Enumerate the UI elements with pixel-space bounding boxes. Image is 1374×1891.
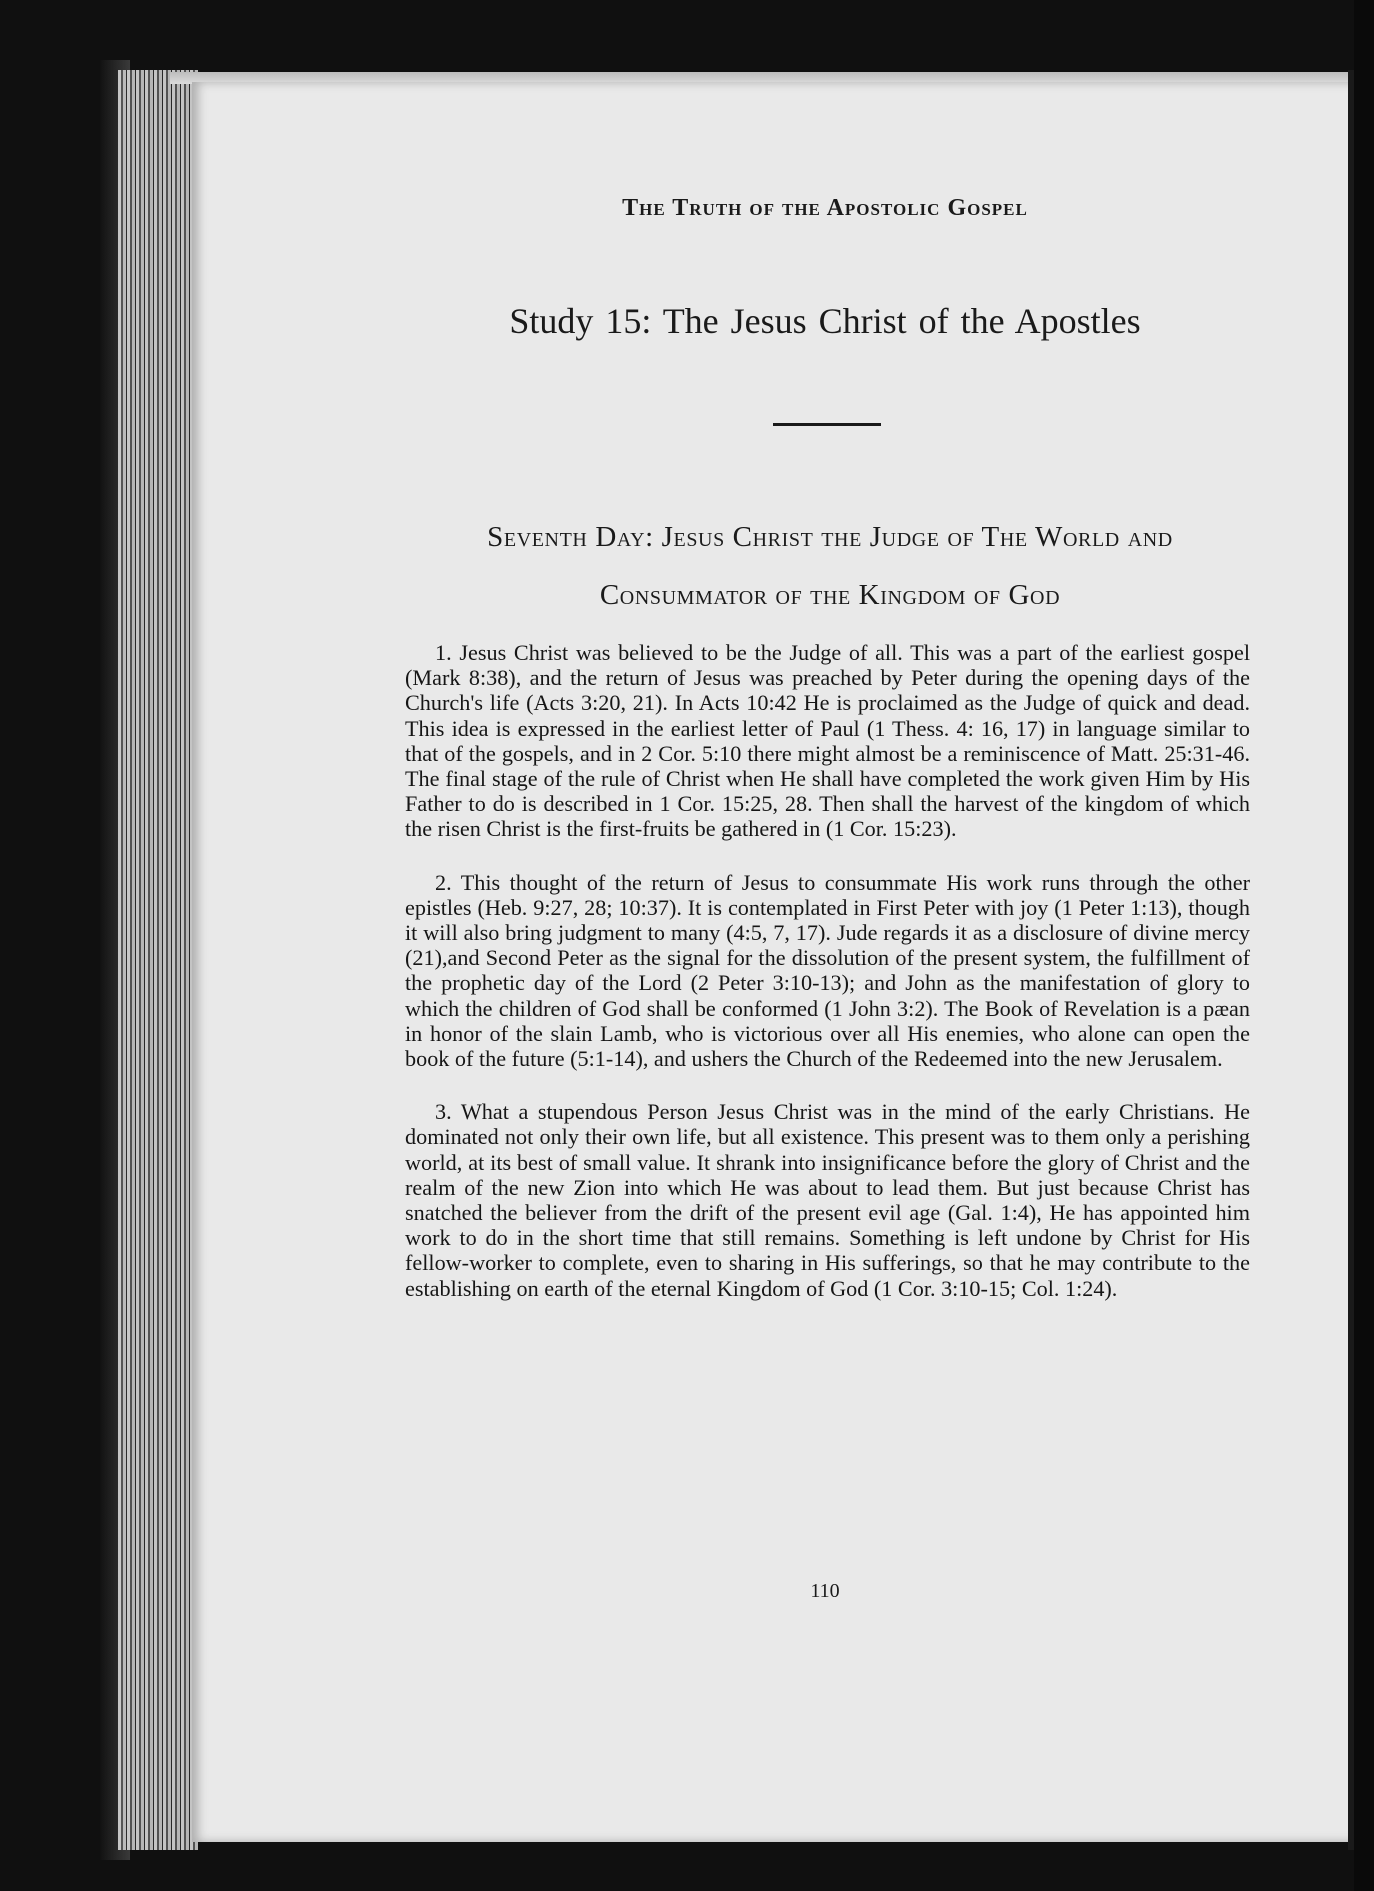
body-text [405, 640, 1250, 1329]
running-head: The Truth of the Apostolic Gospel [622, 195, 1028, 221]
page-number: 110 [810, 1580, 840, 1602]
title-rule [773, 423, 881, 426]
day-heading [380, 508, 1280, 624]
day-heading-line-2: Consummator of the Kingdom of God [599, 579, 1061, 611]
day-heading-line-1: Seventh Day: Jesus Christ the Judge of The World and [487, 521, 1173, 553]
paragraph-2: 2. This thought of the return of Jesus to consummate His work runs through the other epistles (Heb. 9:27, 28; 10:37). It is contemplated in First Peter with joy (1 Peter 1:13), though it will also bring judgment to many (4:5, 7, 17). Jude regards it as a disclosure of divine mercy (21),and Second Peter as the signal for the dissolution of the present system, the fulfillment of the prophetic day of the Lord (2 Peter 3:10-13); and John as the manifestation of glory to which the children of God shall be conformed (1 John 3:2). The Book of Revelation is a pæan in honor of the slain Lamb, who is victorious over all His enemies, who alone can open the book of the future (5:1-14), and ushers the Church of the Redeemed into the new Jerusalem. [405, 869, 1250, 1072]
paragraph-3: 3. What a stupendous Person Jesus Christ was in the mind of the early Christians. He dominated not only their own life, but all existence. This present was to them only a perishing world, at its best of small value. It shrank into insignificance before the glory of Christ and the realm of the new Zion into which He was about to lead them. But just because Christ has snatched the believer from the drift of the present evil age (Gal. 1:4), He has appointed him work to do in the short time that still remains. Something is left undone by Christ for His fellow-worker to complete, even to sharing in His sufferings, so that he may contribute to the establishing on earth of the eternal Kingdom of God (1 Cor. 3:10-15; Col. 1:24). [405, 1099, 1250, 1301]
paragraph-1: 1. Jesus Christ was believed to be the Judge of all. This was a part of the earliest gospel (Mark 8:38), and the return of Jesus was preached by Peter during the opening days of the Church's life (Acts 3:20, 21). In Acts 10:42 He is proclaimed as the Judge of quick and dead. This idea is expressed in the earliest letter of Paul (1 Thess. 4: 16, 17) in language similar to that of the gospels, and in 2 Cor. 5:10 there might almost be a reminiscence of Matt. 25:31-46. The final stage of the rule of Christ when He shall have completed the work given Him by His Father to do is described in 1 Cor. 15:25, 28. Then shall the harvest of the kingdom of which the risen Christ is the first-fruits be gathered in (1 Cor. 15:23). [405, 640, 1250, 842]
study-title: Study 15: The Jesus Christ of the Apostles [509, 301, 1141, 341]
scan-border [1354, 0, 1374, 1891]
